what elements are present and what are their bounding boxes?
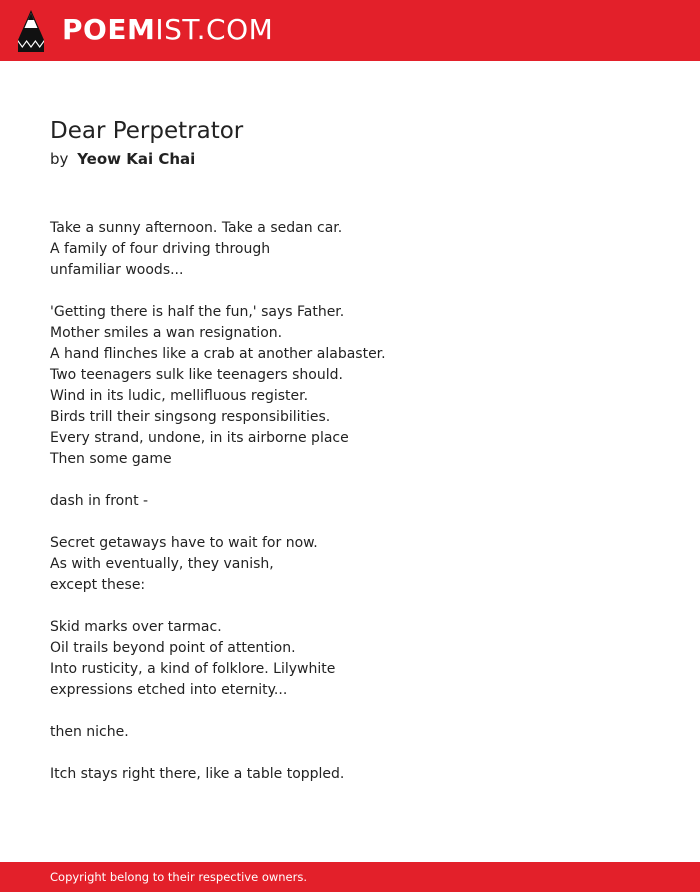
poem-line: Two teenagers sulk like teenagers should. xyxy=(50,367,343,383)
stanza-break xyxy=(50,743,650,764)
poem-title: Dear Perpetrator xyxy=(50,118,244,144)
site-logo[interactable] xyxy=(62,13,273,47)
stanza-break xyxy=(50,470,650,491)
site-header xyxy=(0,0,700,61)
poem-line: dash in front - xyxy=(50,493,149,509)
by-label: by xyxy=(50,150,69,168)
logo-bold-text: POEM xyxy=(62,13,156,46)
poem-line: unfamiliar woods... xyxy=(50,262,184,278)
poem-line: Take a sunny afternoon. Take a sedan car. xyxy=(50,220,343,236)
poem-body xyxy=(50,218,650,785)
stanza-break xyxy=(50,701,650,722)
author-name: Yeow Kai Chai xyxy=(77,150,196,168)
logo-light-text: IST.COM xyxy=(155,13,274,46)
poem-line: 'Getting there is half the fun,' says Father. xyxy=(50,304,345,320)
poem-line: As with eventually, they vanish, xyxy=(50,556,274,572)
poem-line: Itch stays right there, like a table toppled. xyxy=(50,766,345,782)
poem-line: Then some game xyxy=(50,451,172,467)
poem-line: except these: xyxy=(50,577,146,593)
stanza-break xyxy=(50,596,650,617)
stanza-break xyxy=(50,512,650,533)
poem-line: Into rusticity, a kind of folklore. Lilywhite xyxy=(50,661,336,677)
stanza-break xyxy=(50,281,650,302)
poem-line: A hand flinches like a crab at another alabaster. xyxy=(50,346,386,362)
poem-line: Secret getaways have to wait for now. xyxy=(50,535,318,551)
poem-line: Every strand, undone, in its airborne place xyxy=(50,430,349,446)
poem-line: A family of four driving through xyxy=(50,241,271,257)
poem-line: Oil trails beyond point of attention. xyxy=(50,640,296,656)
poem-line: Birds trill their singsong responsibilities. xyxy=(50,409,331,425)
poem-byline xyxy=(50,148,195,170)
poem-line: expressions etched into eternity... xyxy=(50,682,288,698)
pencil-logo-icon[interactable] xyxy=(18,10,44,52)
poem-line: then niche. xyxy=(50,724,129,740)
poem-line: Wind in its ludic, mellifluous register. xyxy=(50,388,309,404)
site-footer xyxy=(0,862,700,892)
copyright-text: Copyright belong to their respective owners. xyxy=(50,870,308,884)
poem-line: Skid marks over tarmac. xyxy=(50,619,222,635)
poem-line: Mother smiles a wan resignation. xyxy=(50,325,283,341)
